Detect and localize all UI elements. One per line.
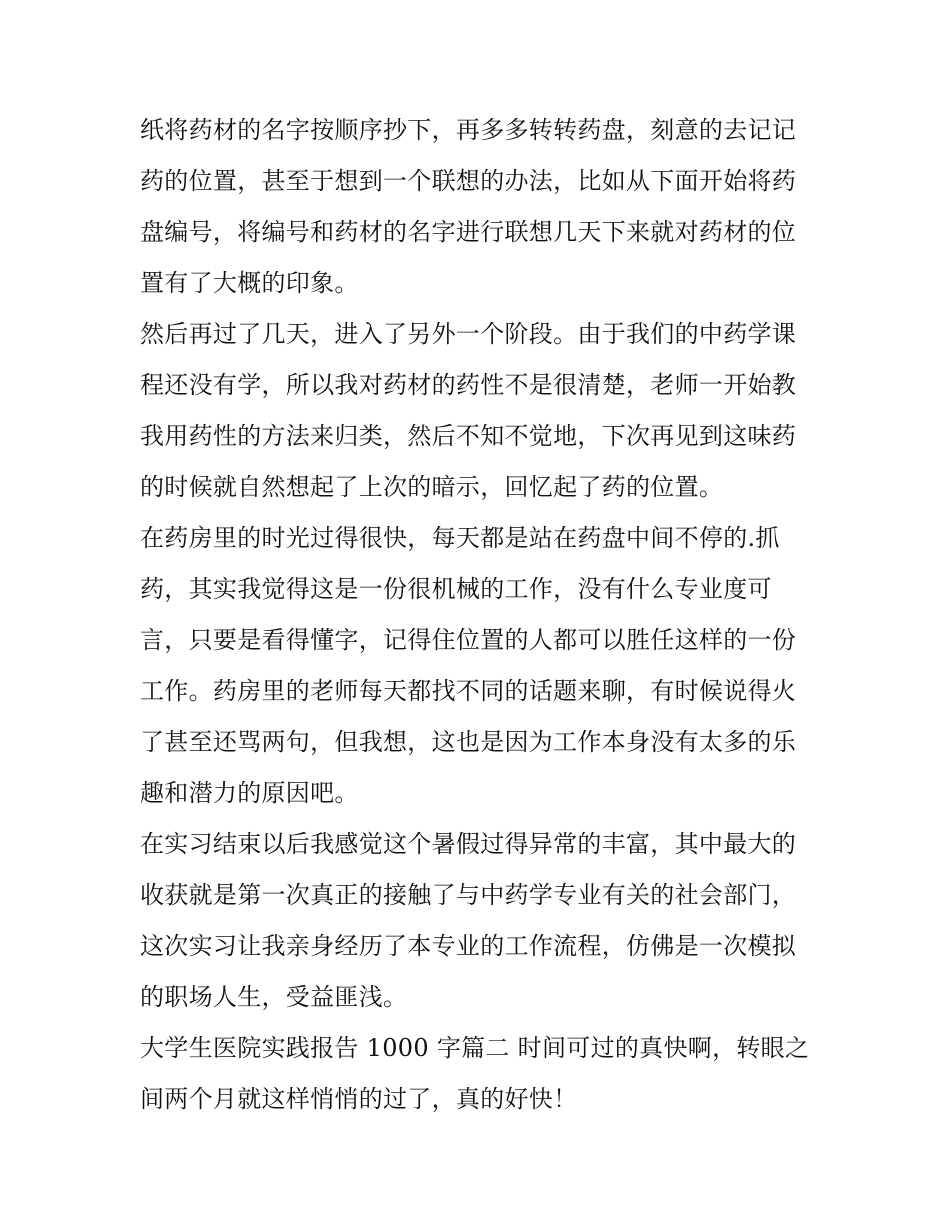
paragraph [140,513,820,819]
paragraph [140,105,820,309]
text-line: 这次实习让我亲身经历了本专业的工作流程，仿佛是一次模拟 [140,932,797,960]
text-line: 间两个月就这样悄悄的过了，真的好快！ [140,1085,578,1113]
text-line: 我用药性的方法来归类，然后不知不觉地，下次再见到这味药 [140,422,797,450]
text-line: 药的位置，甚至于想到一个联想的办法，比如从下面开始将药 [140,167,797,195]
paragraph [140,819,820,1023]
text-line: 在药房里的时光过得很快，每天都是站在药盘中间不停的.抓 [140,524,780,552]
text-line: 工作。药房里的老师每天都找不同的话题来聊，有时候说得火 [140,677,797,705]
text-line: 盘编号，将编号和药材的名字进行联想几天下来就对药材的位 [140,218,797,246]
text-line: 药，其实我觉得这是一份很机械的工作，没有什么专业度可 [140,575,772,603]
paragraph [140,1023,820,1125]
text-line: 纸将药材的名字按顺序抄下，再多多转转药盘，刻意的去记记 [140,116,797,144]
text-line: 然后再过了几天，进入了另外一个阶段。由于我们的中药学课 [140,320,797,348]
text-line: 大学生医院实践报告 1000 字篇二 时间可过的真快啊，转眼之 [140,1034,810,1062]
text-line: 置有了大概的印象。 [140,269,359,297]
text-line: 的职场人生，受益匪浅。 [140,983,408,1011]
text-line: 了甚至还骂两句，但我想，这也是因为工作本身没有太多的乐 [140,728,797,756]
paragraph [140,309,820,513]
text-line: 收获就是第一次真正的接触了与中药学专业有关的社会部门， [140,881,797,909]
text-line: 在实习结束以后我感觉这个暑假过得异常的丰富，其中最大的 [140,830,797,858]
text-line: 趣和潜力的原因吧。 [140,779,359,807]
text-line: 的时候就自然想起了上次的暗示，回忆起了药的位置。 [140,473,724,501]
text-line: 言，只要是看得懂字，记得住位置的人都可以胜任这样的一份 [140,626,797,654]
text-line: 程还没有学，所以我对药材的药性不是很清楚，老师一开始教 [140,371,797,399]
document-body [140,105,820,1125]
